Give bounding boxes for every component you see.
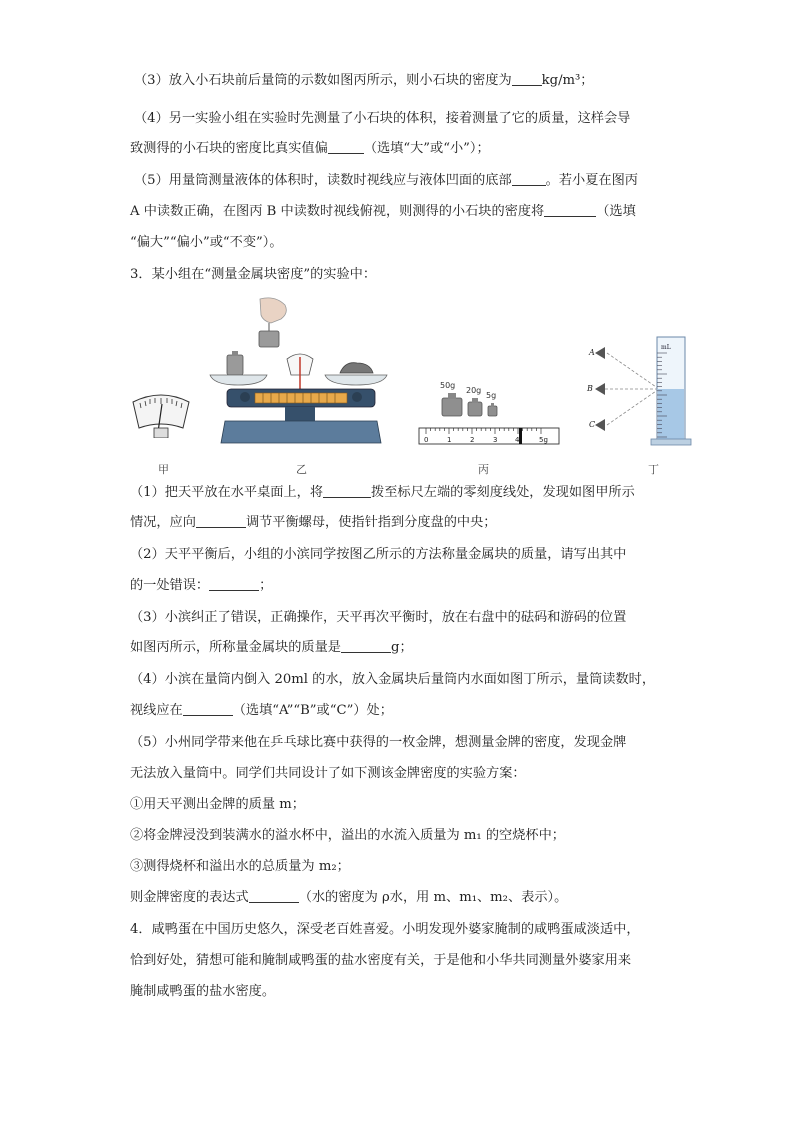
text: 如图丙所示，所称量金属块的质量是 bbox=[130, 640, 341, 655]
text: （水的密度为 ρ水，用 m、m₁、m₂、表示）。 bbox=[298, 890, 568, 905]
text-line bbox=[134, 110, 630, 128]
text: ①用天平测出金牌的质量 m； bbox=[130, 797, 305, 812]
text: 则金牌密度的表达式 bbox=[130, 890, 249, 905]
text: A 中读数正确，在图丙 B 中读数时视线俯视，则测得的小石块的密度将 bbox=[130, 204, 545, 219]
ruler-tick-3: 3 bbox=[493, 436, 498, 444]
ruler-tick-0: 0 bbox=[424, 436, 429, 444]
caption-jia: 甲 bbox=[158, 463, 169, 476]
ruler-tick-5g: 5g bbox=[539, 436, 548, 444]
question-3-title bbox=[130, 266, 376, 284]
text-line bbox=[130, 484, 635, 502]
text: 的一处错误： bbox=[130, 578, 210, 593]
text-line bbox=[130, 734, 626, 752]
text: 恰到好处，猜想可能和腌制咸鸭蛋的盐水密度有关，于是他和小华共同测量外婆家用来 bbox=[130, 953, 632, 968]
text: 。若小夏在图丙 bbox=[545, 173, 638, 188]
text-line bbox=[130, 609, 626, 627]
text: （选填“大”或“小”）； bbox=[363, 141, 490, 156]
answer-blank[interactable] bbox=[249, 889, 299, 903]
text-line bbox=[130, 671, 655, 689]
caption-ding: 丁 bbox=[648, 463, 659, 476]
eye-label-b: B bbox=[587, 384, 593, 393]
text: g； bbox=[391, 640, 413, 655]
step-1 bbox=[130, 796, 305, 814]
text: （选填 bbox=[596, 204, 636, 219]
weight-label-50g: 50g bbox=[440, 381, 456, 390]
answer-blank[interactable] bbox=[544, 203, 596, 217]
answer-blank[interactable] bbox=[341, 639, 391, 653]
text: （4）小滨在量筒内倒入 20ml 的水，放入金属块后量筒内水面如图丁所示，量筒读数时， bbox=[130, 672, 656, 687]
answer-blank[interactable] bbox=[512, 72, 542, 86]
text: 视线应在 bbox=[130, 703, 183, 718]
text-line bbox=[130, 702, 393, 720]
step-2 bbox=[130, 827, 565, 845]
answer-blank[interactable] bbox=[183, 702, 233, 716]
text: 4．咸鸭蛋在中国历史悠久，深受老百姓喜爱。小明发现外婆家腌制的咸鸭蛋咸淡适中， bbox=[130, 922, 640, 937]
text-line bbox=[130, 546, 626, 564]
step-3 bbox=[130, 858, 350, 876]
text: （5）用量筒测量液体的体积时，读数时视线应与液体凹面的底部 bbox=[134, 173, 512, 188]
text: （2）天平平衡后，小组的小滨同学按图乙所示的方法称量金属块的质量，请写出其中 bbox=[130, 547, 627, 562]
text: 调节平衡螺母，使指针指到分度盘的中央； bbox=[245, 515, 497, 530]
eye-label-a: A bbox=[589, 348, 595, 357]
unit-ml: mL bbox=[661, 344, 671, 351]
eye-label-c: C bbox=[589, 420, 596, 429]
ruler-tick-2: 2 bbox=[470, 436, 475, 444]
text-line bbox=[130, 889, 567, 907]
text: （3）放入小石块前后量筒的示数如图丙所示，则小石块的密度为 bbox=[134, 73, 512, 88]
text-line bbox=[130, 203, 636, 221]
caption-bing: 丙 bbox=[478, 463, 489, 476]
text: （选填“A”“B”或“C”）处； bbox=[232, 703, 393, 718]
text-line bbox=[130, 514, 497, 532]
text: 致测得的小石块的密度比真实值偏 bbox=[130, 141, 328, 156]
figure-jia-dial bbox=[128, 392, 194, 438]
text: “偏大”“偏小”或“不变”）。 bbox=[130, 235, 283, 250]
answer-blank[interactable] bbox=[209, 577, 259, 591]
text: 无法放入量筒中。同学们共同设计了如下测该金牌密度的实验方案： bbox=[130, 766, 526, 781]
text: ②将金牌浸没到装满水的溢水杯中，溢出的水流入质量为 m₁ 的空烧杯中； bbox=[130, 828, 565, 843]
answer-blank[interactable] bbox=[328, 140, 364, 154]
text: （5）小州同学带来他在乒乓球比赛中获得的一枚金牌，想测量金牌的密度，发现金牌 bbox=[130, 735, 627, 750]
weight-label-5g: 5g bbox=[486, 391, 497, 400]
text: 3．某小组在“测量金属块密度”的实验中： bbox=[130, 267, 377, 282]
text-line bbox=[130, 577, 272, 595]
ruler-tick-4: 4 bbox=[515, 436, 520, 444]
text: 拨至标尺左端的零刻度线处，发现如图甲所示 bbox=[371, 485, 635, 500]
answer-blank[interactable] bbox=[196, 514, 246, 528]
caption-yi: 乙 bbox=[296, 463, 307, 476]
ruler-tick-1: 1 bbox=[447, 436, 452, 444]
question-4-line bbox=[130, 921, 640, 939]
text: ③测得烧杯和溢出水的总质量为 m₂； bbox=[130, 859, 350, 874]
text-line bbox=[130, 765, 526, 783]
text-line bbox=[130, 234, 283, 252]
figure-ding-cylinder bbox=[585, 333, 705, 447]
text: （1）把天平放在水平桌面上，将 bbox=[130, 485, 324, 500]
answer-blank[interactable] bbox=[323, 484, 371, 498]
text: （3）小滨纠正了错误，正确操作，天平再次平衡时，放在右盘中的砝码和游码的位置 bbox=[130, 610, 627, 625]
text-line bbox=[130, 639, 413, 657]
weight-label-20g: 20g bbox=[466, 386, 482, 395]
question-4-line bbox=[130, 983, 275, 1001]
answer-blank[interactable] bbox=[512, 172, 546, 186]
text: kg/m³； bbox=[541, 73, 594, 88]
text-line bbox=[134, 172, 638, 190]
text: 情况，应向 bbox=[130, 515, 196, 530]
eye-b-icon bbox=[595, 383, 605, 395]
eye-a-icon bbox=[595, 347, 605, 359]
text: （4）另一实验小组在实验时先测量了小石块的体积，接着测量了它的质量，这样会导 bbox=[134, 111, 631, 126]
eye-c-icon bbox=[595, 419, 605, 431]
text: 腌制咸鸭蛋的盐水密度。 bbox=[130, 984, 276, 999]
figure-yi-balance bbox=[205, 297, 395, 447]
question-4-line bbox=[130, 952, 631, 970]
text-line bbox=[134, 72, 594, 90]
text: ； bbox=[259, 578, 273, 593]
text-line bbox=[130, 140, 490, 158]
figure-bing-weights-ruler bbox=[416, 376, 562, 448]
